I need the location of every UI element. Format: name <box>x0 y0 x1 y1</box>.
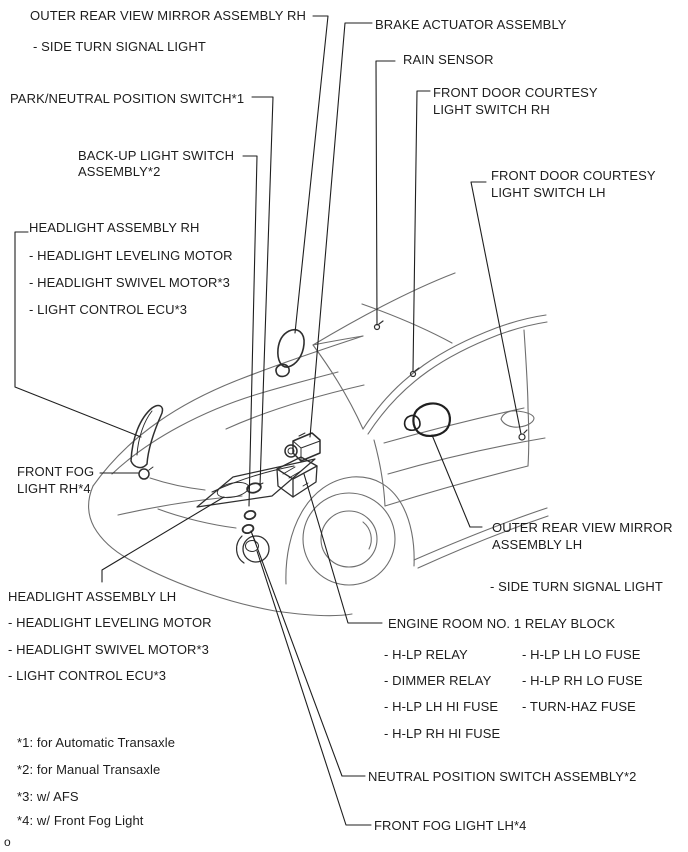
brake-actuator-part <box>293 433 320 461</box>
label-engine-room-col2-item-1: - H-LP LH LO FUSE <box>522 647 641 662</box>
label-headlight-rh-item-1: - HEADLIGHT LEVELING MOTOR <box>29 248 233 263</box>
label-engine-room-col2-item-2: - H-LP RH LO FUSE <box>522 673 643 688</box>
leader-engine-room <box>304 474 382 623</box>
fog-light-rh-tail <box>149 467 153 470</box>
label-brake-actuator: BRAKE ACTUATOR ASSEMBLY <box>375 17 567 32</box>
label-mirror-rh-sub: - SIDE TURN SIGNAL LIGHT <box>33 39 206 54</box>
label-fog-rh: FRONT FOG LIGHT RH*4 <box>17 464 95 496</box>
footnote-3: *3: w/ AFS <box>17 789 79 804</box>
label-headlight-rh-title: HEADLIGHT ASSEMBLY RH <box>29 220 200 235</box>
door-front-edge <box>374 440 385 506</box>
fog-light-rh-part <box>139 469 149 479</box>
label-rain-sensor: RAIN SENSOR <box>403 52 494 67</box>
courtesy-switch-rh-screw <box>411 368 420 377</box>
leader-headlight-lh <box>102 497 224 582</box>
leader-courtesy-rh <box>413 91 430 371</box>
door-crease-line <box>388 438 545 474</box>
page-mark: o <box>4 835 11 849</box>
label-headlight-lh-item-3: - LIGHT CONTROL ECU*3 <box>8 668 167 683</box>
car-components <box>131 321 527 563</box>
label-courtesy-rh: FRONT DOOR COURTESY LIGHT SWITCH RH <box>433 85 598 117</box>
label-headlight-lh-title: HEADLIGHT ASSEMBLY LH <box>8 589 177 604</box>
label-mirror-lh: OUTER REAR VIEW MIRROR ASSEMBLY LH <box>492 520 673 552</box>
label-fog-lh: FRONT FOG LIGHT LH*4 <box>374 818 527 833</box>
leader-backup-switch <box>243 156 257 506</box>
footnote-1: *1: for Automatic Transaxle <box>17 735 176 750</box>
label-engine-room-col2-item-3: - TURN-HAZ FUSE <box>522 699 636 714</box>
label-engine-room-col1-item-3: - H-LP LH HI FUSE <box>384 699 499 714</box>
leader-brake-actuator <box>310 23 372 437</box>
car-body <box>89 273 548 616</box>
headlight-rh-part <box>131 406 162 468</box>
label-engine-room-col1-item-1: - H-LP RELAY <box>384 647 468 662</box>
leader-neutral-switch <box>251 531 365 776</box>
neutral-switch-part <box>242 524 255 535</box>
roof-rail-outer <box>363 315 546 429</box>
footnote-2: *2: for Manual Transaxle <box>17 762 161 777</box>
label-courtesy-lh: FRONT DOOR COURTESY LIGHT SWITCH LH <box>491 168 656 200</box>
bumper-seam-line <box>118 496 242 515</box>
label-mirror-rh: OUTER REAR VIEW MIRROR ASSEMBLY RH <box>30 8 306 23</box>
label-headlight-lh-item-2: - HEADLIGHT SWIVEL MOTOR*3 <box>8 642 210 657</box>
label-engine-room-col1-item-4: - H-LP RH HI FUSE <box>384 726 501 741</box>
label-headlight-rh-item-3: - LIGHT CONTROL ECU*3 <box>29 302 188 317</box>
label-backup-switch: BACK-UP LIGHT SWITCH ASSEMBLY*2 <box>78 148 235 179</box>
mirror-rh-part <box>276 330 304 377</box>
label-neutral-switch: NEUTRAL POSITION SWITCH ASSEMBLY*2 <box>368 769 637 784</box>
label-park-neutral: PARK/NEUTRAL POSITION SWITCH*1 <box>10 91 245 106</box>
label-engine-room-col1-item-2: - DIMMER RELAY <box>384 673 492 688</box>
headlight-lh-lens <box>216 480 250 500</box>
front-wheel-tire <box>303 493 395 585</box>
grille-line-lower <box>158 509 236 528</box>
label-headlight-lh-item-1: - HEADLIGHT LEVELING MOTOR <box>8 615 212 630</box>
label-headlight-rh-item-2: - HEADLIGHT SWIVEL MOTOR*3 <box>29 275 231 290</box>
brake-actuator-cylinder <box>285 445 297 457</box>
label-mirror-lh-sub: - SIDE TURN SIGNAL LIGHT <box>490 579 663 594</box>
door-rear-edge <box>524 330 529 466</box>
door-bottom-edge <box>385 466 528 506</box>
front-nose-line <box>89 486 134 562</box>
leader-courtesy-lh <box>471 182 521 434</box>
rain-sensor-screw <box>375 321 384 330</box>
label-engine-room-title: ENGINE ROOM NO. 1 RELAY BLOCK <box>388 616 616 631</box>
leader-mirror-lh <box>432 435 482 527</box>
roof-rail-inner <box>368 322 547 434</box>
leader-rain-sensor <box>376 61 395 325</box>
grille-line-upper <box>150 478 205 490</box>
backup-switch-part <box>244 510 257 521</box>
front-wheel-hub-arc <box>363 522 371 549</box>
footnote-4: *4: w/ Front Fog Light <box>17 813 144 828</box>
